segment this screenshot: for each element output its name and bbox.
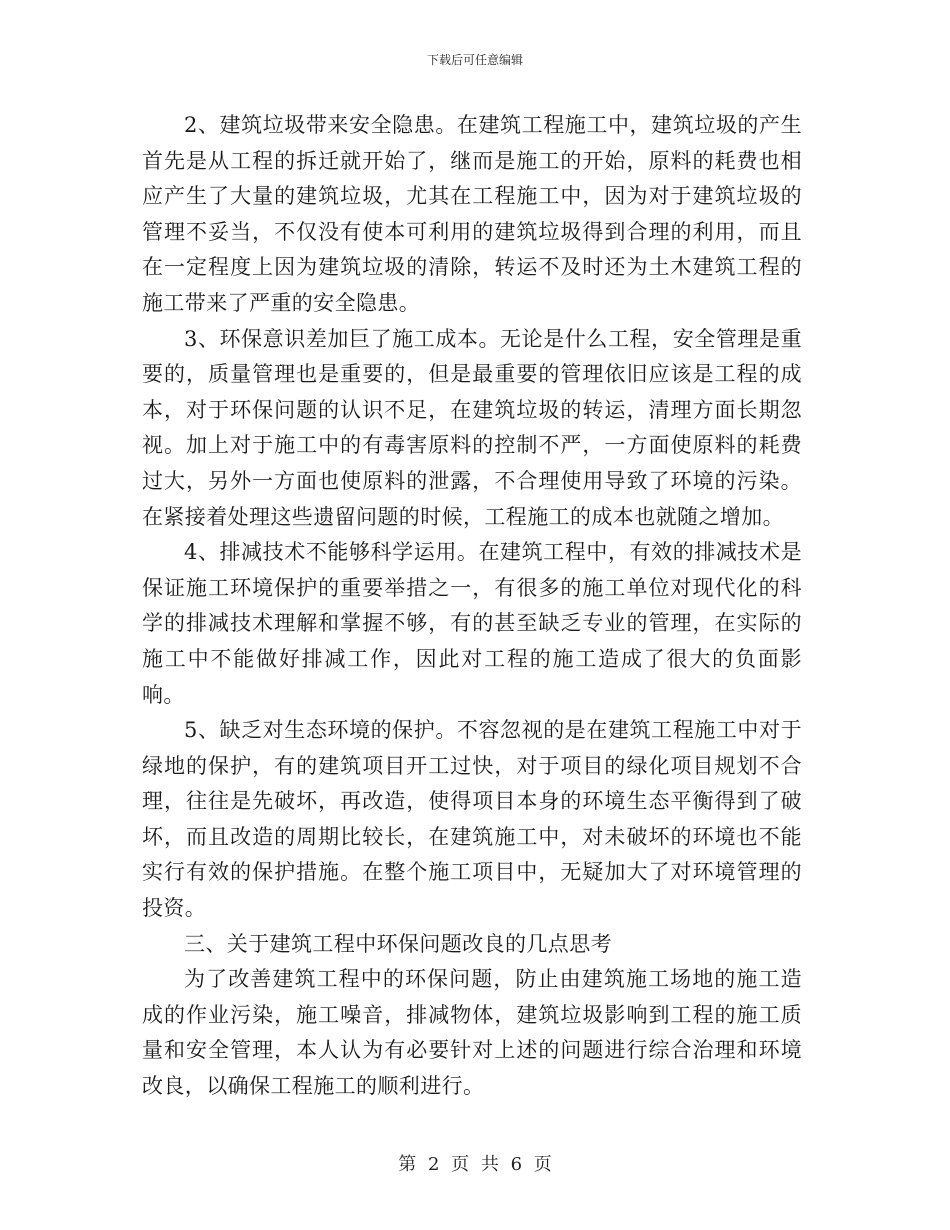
paragraph-ecological-protection: 5、缺乏对生态环境的保护。不容忽视的是在建筑工程施工中对于绿地的保护，有的建筑项目开工过快，对于项目的绿化项目规划不合理，往往是先破坏，再改造，使得项目本身的环境生态平衡得到了破坏，而且改造的周期比较长，在建筑施工中，对未破坏的环境也不能实行有效的保护措施。在整个施工项目中，无疑加大了对环境管理的投资。 [142, 718, 802, 921]
paragraph-emission-reduction: 4、排减技术不能够科学运用。在建筑工程中，有效的排减技术是保证施工环境保护的重要举措之一，有很多的施工单位对现代化的科学的排减技术理解和掌握不够，有的甚至缺乏专业的管理，在实际的施工中不能做好排减工作，因此对工程的施工造成了很大的负面影响。 [142, 540, 802, 707]
paragraph-construction-waste: 2、建筑垃圾带来安全隐患。在建筑工程施工中，建筑垃圾的产生首先是从工程的拆迁就开始了，继而是施工的开始，原料的耗费也相应产生了大量的建筑垃圾，尤其在工程施工中，因为对于建筑垃圾的管理不妥当，不仅没有使本可利用的建筑垃圾得到合理的利用，而且在一定程度上因为建筑垃圾的清除，转运不及时还为土木建筑工程的施工带来了严重的安全隐患。 [142, 113, 802, 315]
paragraph-environmental-awareness: 3、环保意识差加巨了施工成本。无论是什么工程，安全管理是重要的，质量管理也是重要的，但是最重要的管理依旧应该是工程的成本，对于环保问题的认识不足，在建筑垃圾的转运，清理方面长期忽视。加上对于施工中的有毒害原料的控制不严，一方面使原料的耗费过大，另外一方面也使原料的泄露，不合理使用导致了环境的污染。在紧接着处理这些遗留问题的时候，工程施工的成本也就随之增加。 [142, 326, 802, 529]
page-number-footer: 第 2 页 共 6 页 [398, 1154, 552, 1175]
paragraph-improvement-intro: 为了改善建筑工程中的环保问题，防止由建筑施工场地的施工造成的作业污染，施工噪音，排减物体，建筑垃圾影响到工程的施工质量和安全管理，本人认为有必要针对上述的问题进行综合治理和环境改良，以确保工程施工的顺利进行。 [142, 967, 802, 1099]
section-heading-improvement: 三、关于建筑工程中环保问题改良的几点思考 [184, 931, 612, 956]
document-body [142, 108, 802, 1105]
page-header: 下载后可任意编辑 [426, 53, 523, 67]
